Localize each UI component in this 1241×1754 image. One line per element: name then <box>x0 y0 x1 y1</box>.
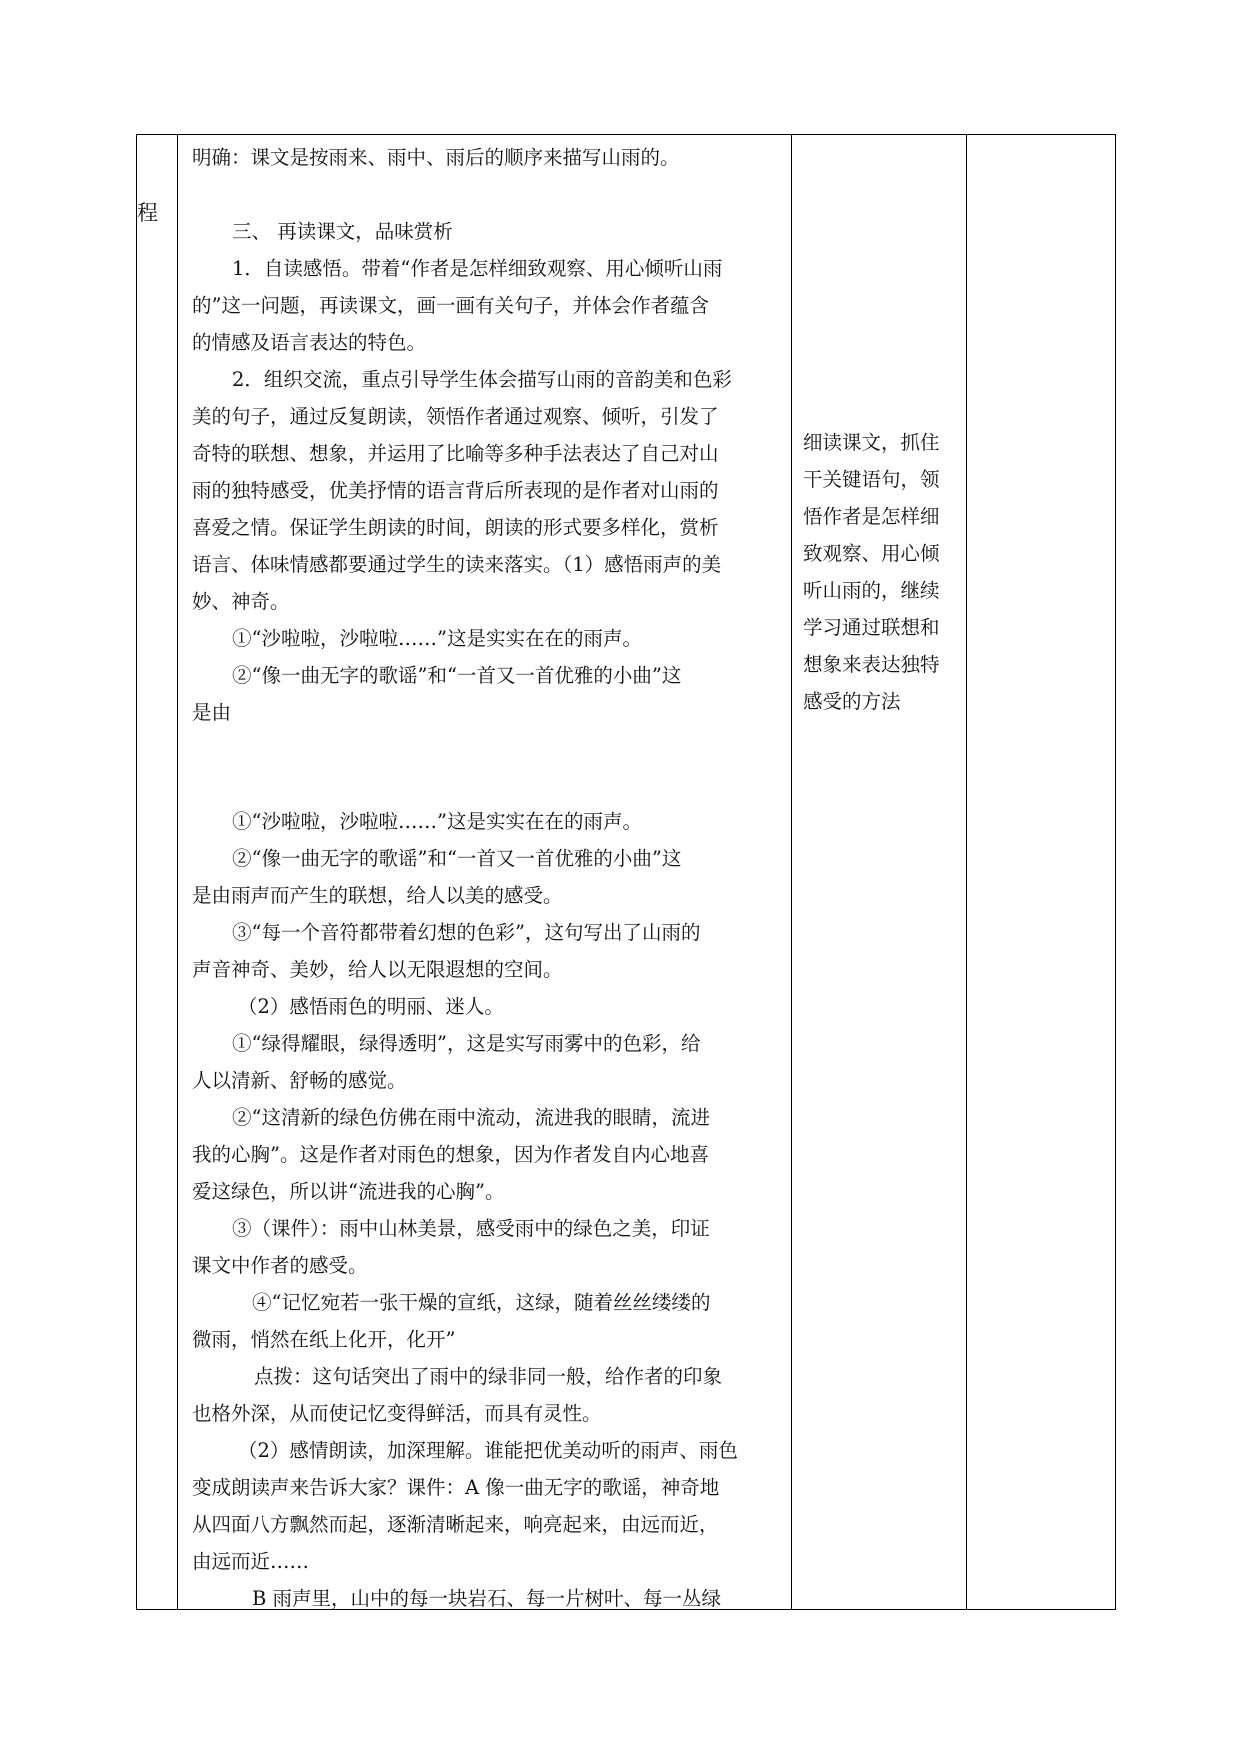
paragraph-line: ④“记忆宛若一张干燥的宣纸，这绿，随着丝丝缕缕的 <box>252 1291 711 1314</box>
paragraph-line: 的”这一问题，再读课文，画一画有关句子，并体会作者蕴含 <box>192 294 709 317</box>
paragraph-line: 由远而近…… <box>192 1550 310 1573</box>
paragraph-line: （2）感情朗读，加深理解。谁能把优美动听的雨声、雨色 <box>238 1439 738 1462</box>
row-label: 程 <box>137 201 158 225</box>
section-heading: 三、 再读课文，品味赏析 <box>232 220 453 243</box>
table-top-border <box>136 134 1116 135</box>
paragraph-line: 我的心胸”。这是作者对雨色的想象，因为作者发自内心地喜 <box>192 1143 709 1166</box>
paragraph-line: 人以清新、舒畅的感觉。 <box>192 1069 407 1092</box>
paragraph-line: ②“像一曲无字的歌谣”和“一首又一首优雅的小曲”这 <box>232 664 682 687</box>
paragraph-line: 微雨，悄然在纸上化开，化开” <box>192 1328 456 1351</box>
paragraph-line: 是由 <box>192 701 232 724</box>
column-divider-3 <box>966 134 967 1610</box>
paragraph-line: 语言、体味情感都要通过学生的读来落实。（1）感悟雨声的美 <box>192 553 722 576</box>
note-line: 听山雨的，继续 <box>803 579 940 602</box>
paragraph-line: 声音神奇、美妙，给人以无限遐想的空间。 <box>192 958 563 981</box>
paragraph-line: B 雨声里，山中的每一块岩石、每一片树叶、每一丛绿 <box>252 1587 722 1610</box>
paragraph-line: ②“像一曲无字的歌谣”和“一首又一首优雅的小曲”这 <box>232 847 682 870</box>
table-left-border <box>136 134 137 1610</box>
column-divider-1 <box>177 134 178 1610</box>
paragraph-line: 变成朗读声来告诉大家？课件：A 像一曲无字的歌谣，神奇地 <box>192 1476 720 1499</box>
paragraph-line: 2．组织交流，重点引导学生体会描写山雨的音韵美和色彩 <box>232 368 732 391</box>
paragraph-line: 1．自读感悟。带着“作者是怎样细致观察、用心倾听山雨 <box>232 257 723 280</box>
paragraph-line: ①“绿得耀眼，绿得透明”，这是实写雨雾中的色彩，给 <box>232 1032 701 1055</box>
note-line: 细读课文，抓住 <box>803 431 940 454</box>
paragraph-line: 美的句子，通过反复朗读，领悟作者通过观察、倾听，引发了 <box>192 405 719 428</box>
paragraph-line: 的情感及语言表达的特色。 <box>192 331 427 354</box>
paragraph-line: 是由雨声而产生的联想，给人以美的感受。 <box>192 884 563 907</box>
note-line: 干关键语句，领 <box>803 468 940 491</box>
paragraph-line: ①“沙啦啦，沙啦啦……”这是实实在在的雨声。 <box>232 627 642 650</box>
paragraph-line: ③（课件）：雨中山林美景，感受雨中的绿色之美，印证 <box>232 1217 710 1240</box>
note-line: 致观察、用心倾 <box>803 542 940 565</box>
paragraph-line: 奇特的联想、想象，并运用了比喻等多种手法表达了自己对山 <box>192 442 719 465</box>
paragraph-line: 明确：课文是按雨来、雨中、雨后的顺序来描写山雨的。 <box>192 146 680 169</box>
paragraph-line: 爱这绿色，所以讲“流进我的心胸”。 <box>192 1180 505 1203</box>
note-line: 悟作者是怎样细 <box>803 505 940 528</box>
paragraph-line: 从四面八方飘然而起，逐渐清晰起来，响亮起来，由远而近， <box>192 1513 719 1536</box>
note-line: 感受的方法 <box>803 690 901 713</box>
paragraph-line: 也格外深，从而使记忆变得鲜活，而具有灵性。 <box>192 1402 602 1425</box>
paragraph-line: ③“每一个音符都带着幻想的色彩”，这句写出了山雨的 <box>232 921 701 944</box>
paragraph-line: 雨的独特感受，优美抒情的语言背后所表现的是作者对山雨的 <box>192 479 719 502</box>
note-line: 学习通过联想和 <box>803 616 940 639</box>
note-line: 想象来表达独特 <box>803 653 940 676</box>
paragraph-line: 点拨：这句话突出了雨中的绿非同一般，给作者的印象 <box>254 1365 723 1388</box>
paragraph-line: 喜爱之情。保证学生朗读的时间，朗读的形式要多样化，赏析 <box>192 516 719 539</box>
paragraph-line: ①“沙啦啦，沙啦啦……”这是实实在在的雨声。 <box>232 810 642 833</box>
paragraph-line: 课文中作者的感受。 <box>192 1254 368 1277</box>
table-right-border <box>1115 134 1116 1610</box>
paragraph-line: 妙、神奇。 <box>192 590 290 613</box>
paragraph-line: ②“这清新的绿色仿佛在雨中流动，流进我的眼睛，流进 <box>232 1106 710 1129</box>
paragraph-line: （2）感悟雨色的明丽、迷人。 <box>238 995 504 1018</box>
